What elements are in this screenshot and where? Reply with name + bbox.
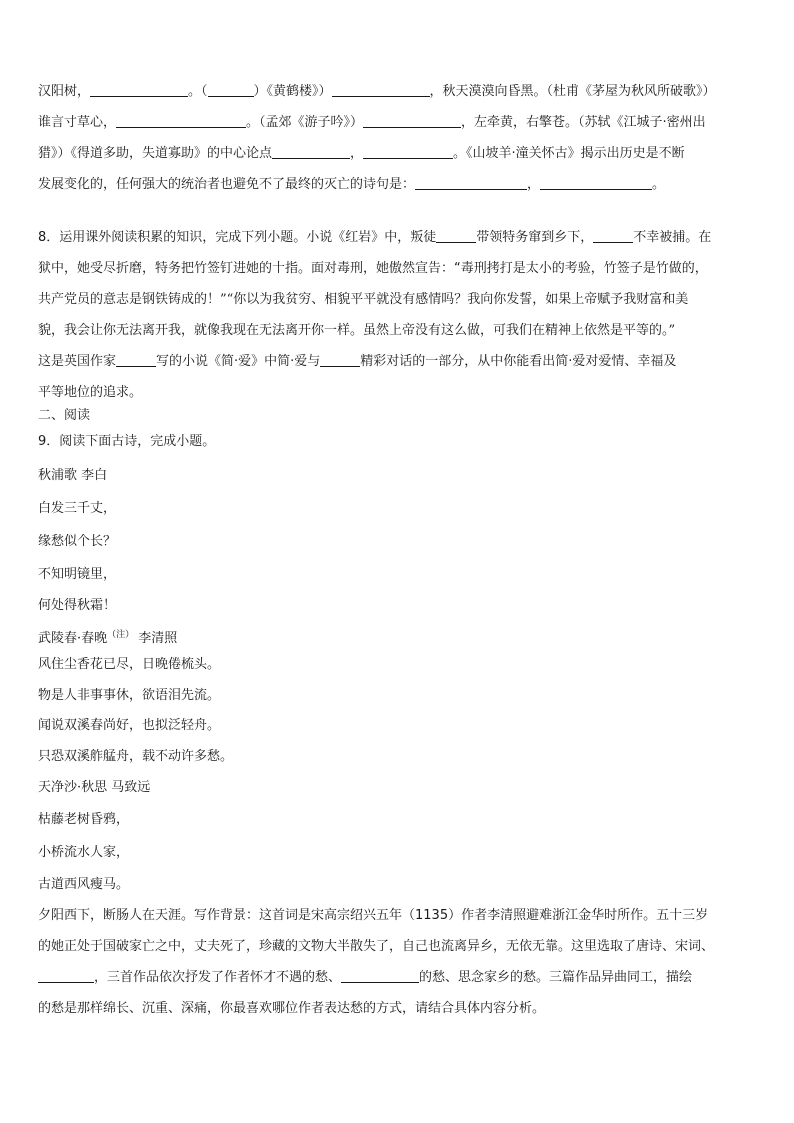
poem3-title: 天净沙·秋思 马致远 <box>38 780 151 795</box>
text: 。 <box>652 177 666 192</box>
text: ）《黄鹤楼》） <box>253 84 332 99</box>
answer-blank[interactable] <box>415 175 527 190</box>
text: 写的小说《简·爱》中简·爱与 <box>156 354 321 369</box>
text: ， <box>350 146 364 161</box>
poem1-title: 秋浦歌 李白 <box>38 468 108 483</box>
poem-line: 缘愁似个长？ <box>38 534 117 549</box>
poem-line: 闻说双溪春尚好，也拟泛轻舟。 <box>38 718 221 733</box>
text: 李清照 <box>134 631 178 646</box>
text: 武陵春·春晚 <box>38 631 108 646</box>
text: 带领特务窜到乡下， <box>476 230 594 245</box>
poem-line: 夕阳西下，断肠人在天涯。 <box>38 908 195 923</box>
q9-background-4: 的愁是那样绵长、沉重、深痛，你最喜欢哪位作者表达愁的方式，请结合具体内容分析。 <box>38 1001 546 1016</box>
footnote-marker: （注） <box>107 630 135 640</box>
text: 谁言寸草心， <box>38 115 117 130</box>
poem-line: 古道西风瘦马。 <box>38 877 130 892</box>
text: 的愁、思念家乡的愁。三篇作品异曲同工，描绘 <box>419 970 693 985</box>
text: 不幸被捕。在 <box>633 230 712 245</box>
answer-blank[interactable] <box>320 352 360 367</box>
text: 。（ <box>188 84 208 99</box>
q8-line-6: 平等地位的追求。 <box>38 385 143 400</box>
text: 。（孟郊《游子吟》） <box>246 115 364 130</box>
text: 发展变化的，任何强大的统治者也避免不了最终的灭亡的诗句是： <box>38 177 416 192</box>
answer-blank[interactable] <box>363 113 461 128</box>
section-heading: 二、阅读 <box>38 408 91 423</box>
q9-title: 9．阅读下面古诗，完成小题。 <box>38 434 216 449</box>
q8-line-5 <box>38 352 762 372</box>
fill-line-4 <box>38 175 762 195</box>
answer-blank[interactable] <box>363 144 453 159</box>
text: 汉阳树， <box>38 84 91 99</box>
text: 8．运用课外阅读积累的知识，完成下列小题。小说《红岩》中，叛徒 <box>38 230 437 245</box>
fill-line-1 <box>38 82 762 102</box>
q8-line-2: 狱中，她受尽折磨，特务把竹签钉进她的十指。面对毒刑，她傲然宣告：“毒刑拷打是太小的考验，竹签子是竹做的， <box>38 261 708 276</box>
q9-tail-line <box>38 906 762 926</box>
poem-line: 枯藤老树昏鸦， <box>38 812 130 827</box>
answer-blank[interactable] <box>38 968 94 983</box>
poem-line: 白发三千丈， <box>38 501 117 516</box>
poem-line: 风住尘香花已尽，日晚倦梳头。 <box>38 657 221 672</box>
answer-blank[interactable] <box>116 113 246 128</box>
text: 这是英国作家 <box>38 354 117 369</box>
q9-background-2: 的她正处于国破家亡之中，丈夫死了，珍藏的文物大半散失了，自己也流离异乡，无依无靠。这里选取了唐诗、宋词、 <box>38 939 715 954</box>
text: ，三首作品依次抒发了作者怀才不遇的愁、 <box>94 970 342 985</box>
poem-line: 小桥流水人家， <box>38 845 130 860</box>
text: 猎》）《得道多助，失道寡助》的中心论点 <box>38 146 273 161</box>
fill-line-2 <box>38 113 762 133</box>
q8-line-3: 共产党员的意志是钢铁铸成的！”“你以为我贫穷、相貌平平就没有感情吗？我向你发誓，如果上帝赋予我财富和美 <box>38 292 689 307</box>
answer-blank[interactable] <box>341 968 419 983</box>
poem-line: 只恐双溪舴艋舟，载不动许多愁。 <box>38 749 234 764</box>
q9-background-3 <box>38 968 762 988</box>
answer-blank[interactable] <box>436 228 476 243</box>
q8-line-1 <box>38 228 762 248</box>
poem-line: 物是人非事事休，欲语泪先流。 <box>38 688 221 703</box>
q8-line-4: 貌，我会让你无法离开我，就像我现在无法离开你一样。虽然上帝没有这么做，可我们在精神上依然是平等的。” <box>38 323 676 338</box>
fill-line-3 <box>38 144 762 164</box>
answer-blank[interactable] <box>593 228 633 243</box>
background-text: 写作背景：这首词是宋高宗绍兴五年（1135）作者李清照避难浙江金华时所作。五十三岁 <box>194 908 709 923</box>
text: ， <box>527 177 541 192</box>
answer-blank[interactable] <box>272 144 350 159</box>
text: ，左牵黄，右擎苍。（苏轼《江城子·密州出 <box>461 115 706 130</box>
poem2-title <box>38 625 762 649</box>
text: 。《山坡羊·潼关怀古》揭示出历史是不断 <box>453 146 685 161</box>
poem-line: 何处得秋霜！ <box>38 598 117 613</box>
poem-line: 不知明镜里， <box>38 567 117 582</box>
answer-blank[interactable] <box>90 82 188 97</box>
answer-blank[interactable] <box>540 175 652 190</box>
answer-blank[interactable] <box>332 82 430 97</box>
text: 精彩对话的一部分，从中你能看出简·爱对爱情、幸福及 <box>360 354 677 369</box>
answer-blank[interactable] <box>208 82 254 97</box>
answer-blank[interactable] <box>116 352 156 367</box>
text: ，秋天漠漠向昏黑。（杜甫《茅屋为秋风所破歌》） <box>429 84 716 99</box>
